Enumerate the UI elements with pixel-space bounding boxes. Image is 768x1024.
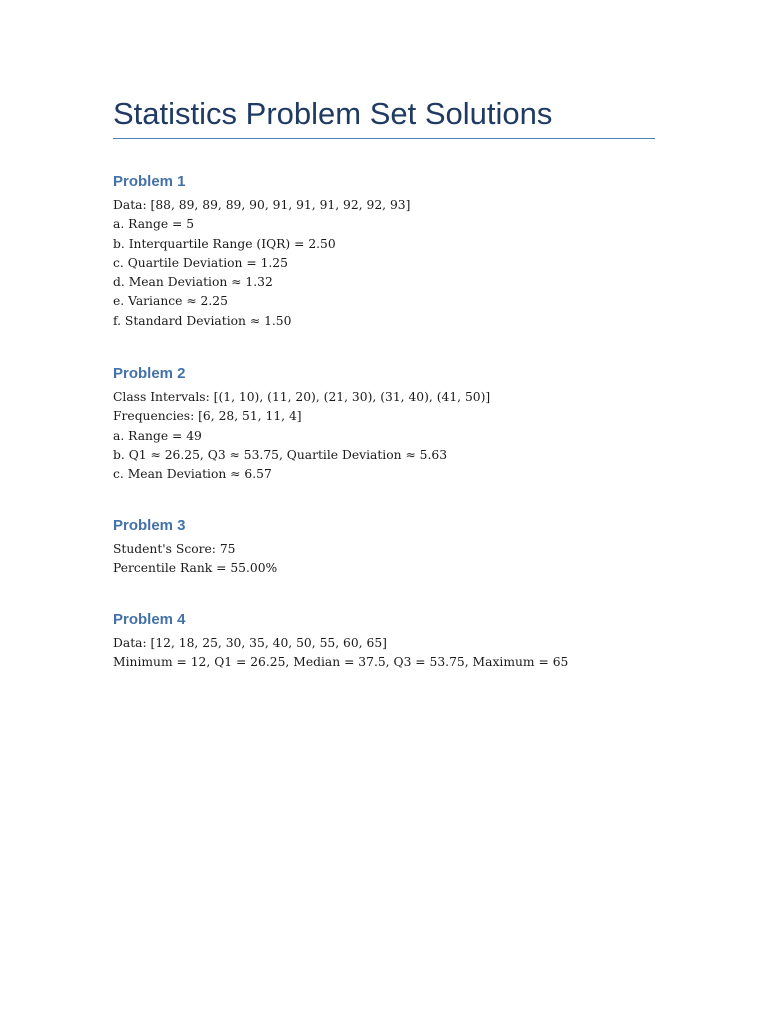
text-line: f. Standard Deviation ≈ 1.50 — [113, 313, 292, 328]
section-heading: Problem 4 — [113, 611, 186, 628]
text-line: b. Interquartile Range (IQR) = 2.50 — [113, 236, 336, 251]
problem-section — [113, 172, 410, 331]
document-page — [113, 92, 655, 670]
text-line: a. Range = 49 — [113, 428, 202, 443]
problem-section — [113, 364, 490, 484]
text-line: Student's Score: 75 — [113, 542, 236, 556]
section-lines — [113, 634, 568, 673]
text-line: b. Q1 ≈ 26.25, Q3 ≈ 53.75, Quartile Deviation ≈ 5.63 — [113, 447, 448, 462]
section-lines — [113, 540, 277, 579]
document-title: Statistics Problem Set Solutions — [113, 92, 655, 139]
section-heading: Problem 3 — [113, 517, 186, 534]
text-line: Data: [12, 18, 25, 30, 35, 40, 50, 55, 60, 65] — [113, 636, 387, 650]
section-heading: Problem 1 — [113, 173, 186, 190]
text-line: c. Quartile Deviation = 1.25 — [113, 255, 288, 270]
problem-section — [113, 516, 277, 579]
section-lines — [113, 388, 490, 484]
text-line: Data: [88, 89, 89, 89, 90, 91, 91, 91, 92, 92, 93] — [113, 198, 411, 212]
text-line: Percentile Rank = 55.00% — [113, 561, 278, 576]
text-line: c. Mean Deviation ≈ 6.57 — [113, 467, 272, 482]
text-line: Class Intervals: [(1, 10), (11, 20), (21, 30), (31, 40), (41, 50)] — [113, 390, 491, 404]
problem-section — [113, 610, 568, 673]
text-line: a. Range = 5 — [113, 217, 195, 232]
text-line: Frequencies: [6, 28, 51, 11, 4] — [113, 409, 302, 424]
text-line: e. Variance ≈ 2.25 — [113, 294, 228, 309]
text-line: d. Mean Deviation ≈ 1.32 — [113, 275, 273, 290]
section-heading: Problem 2 — [113, 365, 186, 382]
section-lines — [113, 196, 410, 331]
text-line: Minimum = 12, Q1 = 26.25, Median = 37.5, Q3 = 53.75, Maximum = 65 — [113, 655, 569, 670]
